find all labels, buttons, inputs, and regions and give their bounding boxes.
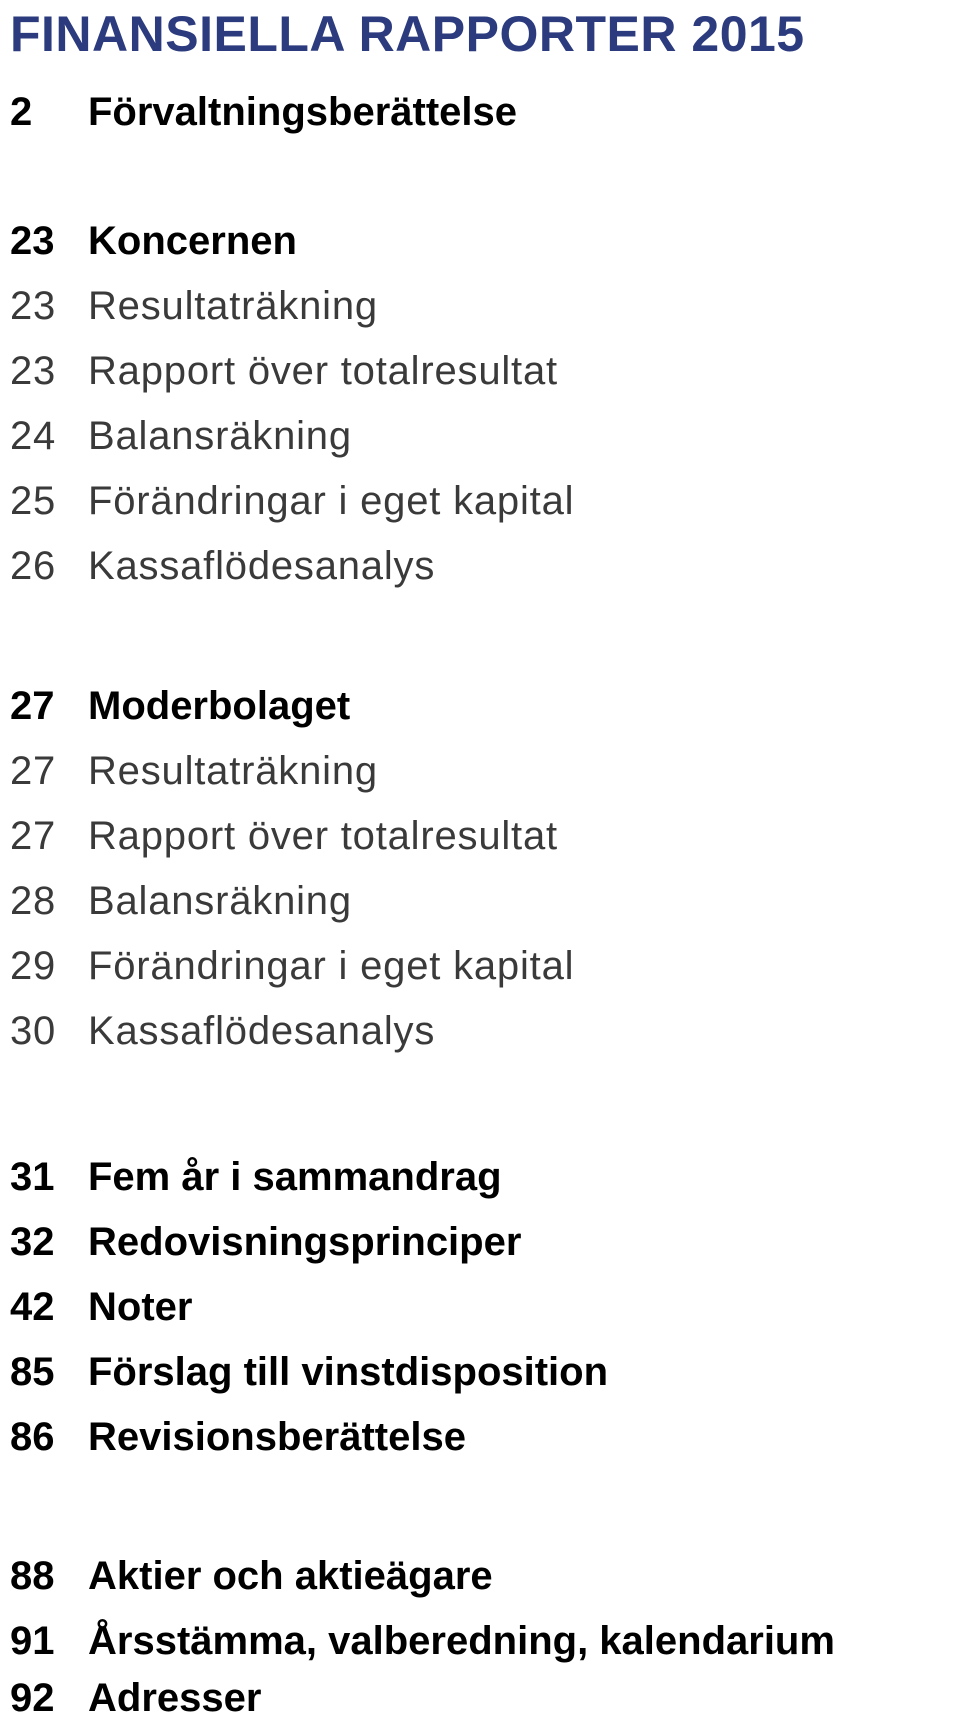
toc-entry-label: Balansräkning	[88, 879, 352, 923]
toc-entry[interactable]	[10, 1611, 835, 1671]
toc-page-number: 32	[10, 1220, 55, 1264]
toc-page-number: 27	[10, 684, 55, 728]
toc-entry[interactable]	[10, 806, 558, 866]
toc-entry[interactable]	[10, 1212, 521, 1272]
toc-page-number: 26	[10, 544, 57, 588]
toc-entry-label: Förändringar i eget kapital	[88, 479, 575, 523]
toc-entry[interactable]	[10, 82, 517, 142]
toc-page-number: 23	[10, 284, 57, 328]
toc-entry-label: Förvaltningsberättelse	[88, 90, 518, 134]
toc-entry-label: Redovisningsprinciper	[88, 1220, 522, 1264]
toc-page-number: 92	[10, 1676, 55, 1720]
toc-page-number: 85	[10, 1350, 55, 1394]
toc-page-number: 91	[10, 1619, 55, 1663]
toc-page-number: 25	[10, 479, 57, 523]
document-title: FINANSIELLA RAPPORTER 2015	[10, 6, 805, 62]
toc-entry[interactable]	[10, 741, 378, 801]
toc-entry-label: Rapport över totalresultat	[88, 814, 558, 858]
toc-entry[interactable]	[10, 406, 352, 466]
toc-entry[interactable]	[10, 341, 558, 401]
toc-entry[interactable]	[10, 536, 435, 596]
toc-entry[interactable]	[10, 1147, 502, 1207]
toc-page-number: 24	[10, 414, 57, 458]
toc-entry[interactable]	[10, 276, 378, 336]
toc-entry[interactable]	[10, 1342, 608, 1402]
toc-page-number: 29	[10, 944, 57, 988]
toc-entry-label: Resultaträkning	[88, 284, 378, 328]
toc-page-number: 31	[10, 1155, 55, 1199]
toc-entry[interactable]	[10, 936, 574, 996]
table-of-contents	[10, 0, 960, 1728]
toc-entry-label: Adresser	[88, 1676, 262, 1720]
toc-page-number: 88	[10, 1554, 55, 1598]
toc-entry[interactable]	[10, 211, 297, 271]
toc-entry-label: Kassaflödesanalys	[88, 1009, 436, 1053]
toc-page-number: 27	[10, 814, 57, 858]
toc-entry-label: Förslag till vinstdisposition	[88, 1350, 609, 1394]
toc-entry-label: Förändringar i eget kapital	[88, 944, 575, 988]
toc-entry-label: Rapport över totalresultat	[88, 349, 558, 393]
toc-entry[interactable]	[10, 676, 350, 736]
toc-entry-label: Revisionsberättelse	[88, 1415, 466, 1459]
toc-entry[interactable]	[10, 871, 352, 931]
toc-page-number: 42	[10, 1285, 55, 1329]
toc-entry[interactable]	[10, 471, 574, 531]
toc-entry[interactable]	[10, 1668, 261, 1728]
toc-entry-label: Aktier och aktieägare	[88, 1554, 493, 1598]
toc-entry[interactable]	[10, 1001, 435, 1061]
toc-entry[interactable]	[10, 1277, 192, 1337]
toc-entry-label: Noter	[88, 1285, 193, 1329]
toc-entry-label: Moderbolaget	[88, 684, 351, 728]
toc-entry-label: Balansräkning	[88, 414, 352, 458]
toc-entry-label: Årsstämma, valberedning, kalendarium	[88, 1619, 835, 1663]
toc-page-number: 23	[10, 349, 57, 393]
toc-page-number: 23	[10, 219, 55, 263]
toc-entry-label: Fem år i sammandrag	[88, 1155, 502, 1199]
toc-entry-label: Kassaflödesanalys	[88, 544, 436, 588]
toc-page-number: 27	[10, 749, 57, 793]
toc-page-number: 28	[10, 879, 57, 923]
toc-page-number: 30	[10, 1009, 57, 1053]
toc-entry[interactable]	[10, 1407, 466, 1467]
toc-page-number: 2	[10, 90, 33, 134]
toc-page-number: 86	[10, 1415, 55, 1459]
toc-entry-label: Resultaträkning	[88, 749, 378, 793]
toc-entry-label: Koncernen	[88, 219, 297, 263]
toc-entry[interactable]	[10, 1546, 493, 1606]
